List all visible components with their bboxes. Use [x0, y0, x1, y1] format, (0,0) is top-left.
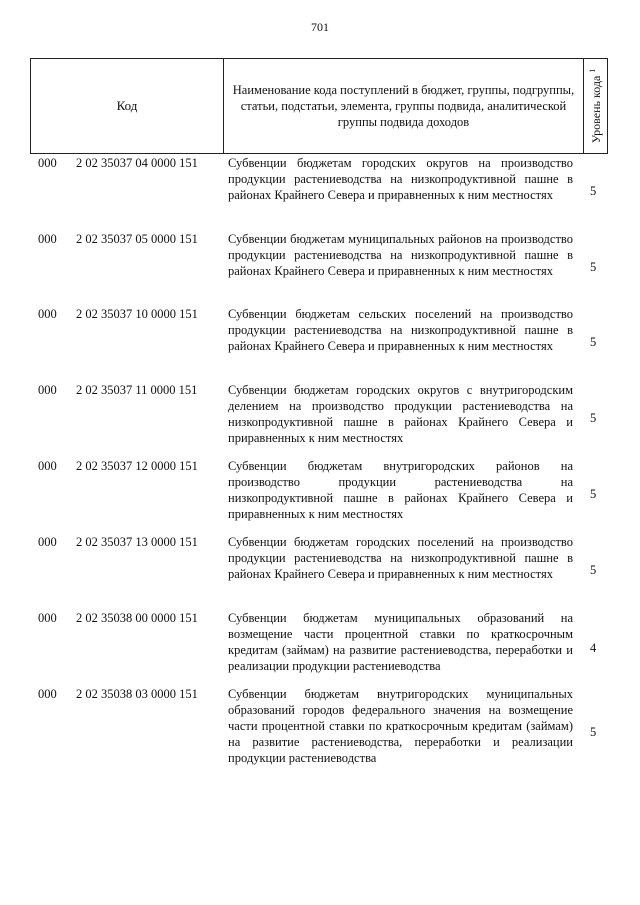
row-group: 000	[38, 156, 57, 170]
row-level: 4	[590, 641, 597, 655]
row-level: 5	[590, 335, 597, 349]
row-description: Субвенции бюджетам городских округов на производство продукции растениеводства на низкопродуктивной пашне в районах Крайнего Севера и приравненных к ним местностях	[228, 156, 573, 202]
row-code: 2 02 35038 03 0000 151	[76, 687, 198, 701]
table-header	[30, 58, 608, 154]
row-description: Субвенции бюджетам муниципальных образований на возмещение части процентной ставки по краткосрочным кредитам (займам) на развитие растениеводства, переработки и реализации продукции растениеводства	[228, 611, 573, 673]
row-level: 5	[590, 184, 597, 198]
row-level: 5	[590, 260, 597, 274]
row-group: 000	[38, 535, 57, 549]
header-name-label: Наименование кода поступлений в бюджет, группы, подгруппы, статьи, подстатьи, элемента, группы подвида, аналитической группы подвида доходов	[232, 83, 575, 129]
row-code: 2 02 35038 00 0000 151	[76, 611, 198, 625]
row-description: Субвенции бюджетам городских поселений на производство продукции растениеводства на низкопродуктивной пашне в районах Крайнего Севера и приравненных к ним местностях	[228, 535, 573, 581]
row-code: 2 02 35037 05 0000 151	[76, 232, 198, 246]
row-description: Субвенции бюджетам городских округов с внутригородским делением на производство продукции растениеводства на низкопродуктивной пашне в районах Крайнего Севера и приравненных к ним местностях	[228, 383, 573, 445]
row-code: 2 02 35037 13 0000 151	[76, 535, 198, 549]
header-name-cell	[224, 59, 584, 153]
row-code: 2 02 35037 12 0000 151	[76, 459, 198, 473]
header-level-cell	[584, 59, 607, 153]
header-level-label: Уровень кода	[588, 75, 603, 144]
row-description: Субвенции бюджетам сельских поселений на производство продукции растениеводства на низкопродуктивной пашне в районах Крайнего Севера и приравненных к ним местностях	[228, 307, 573, 353]
row-group: 000	[38, 307, 57, 321]
row-description: Субвенции бюджетам внутригородских муниципальных образований городов федерального значения на возмещение части процентной ставки по краткосрочным кредитам (займам) на развитие растениеводства, переработки и реализации продукции растениеводства	[228, 687, 573, 765]
row-description: Субвенции бюджетам внутригородских районов на производство продукции растениеводства на низкопродуктивной пашне в районах Крайнего Севера и приравненных к ним местностях	[228, 459, 573, 521]
row-level: 5	[590, 487, 597, 501]
row-description: Субвенции бюджетам муниципальных районов на производство продукции растениеводства на низкопродуктивной пашне в районах Крайнего Севера и приравненных к ним местностях	[228, 232, 573, 278]
header-level-footnote: 1	[587, 68, 597, 73]
row-code: 2 02 35037 11 0000 151	[76, 383, 198, 397]
header-code-label: Код	[116, 98, 138, 113]
row-group: 000	[38, 383, 57, 397]
row-code: 2 02 35037 04 0000 151	[76, 156, 198, 170]
row-group: 000	[38, 459, 57, 473]
page-number: 701	[311, 20, 329, 34]
row-level: 5	[590, 411, 597, 425]
row-group: 000	[38, 687, 57, 701]
header-level-text	[588, 69, 604, 144]
row-group: 000	[38, 611, 57, 625]
row-code: 2 02 35037 10 0000 151	[76, 307, 198, 321]
header-code-cell	[31, 59, 224, 153]
row-group: 000	[38, 232, 57, 246]
row-level: 5	[590, 563, 597, 577]
row-level: 5	[590, 725, 597, 739]
